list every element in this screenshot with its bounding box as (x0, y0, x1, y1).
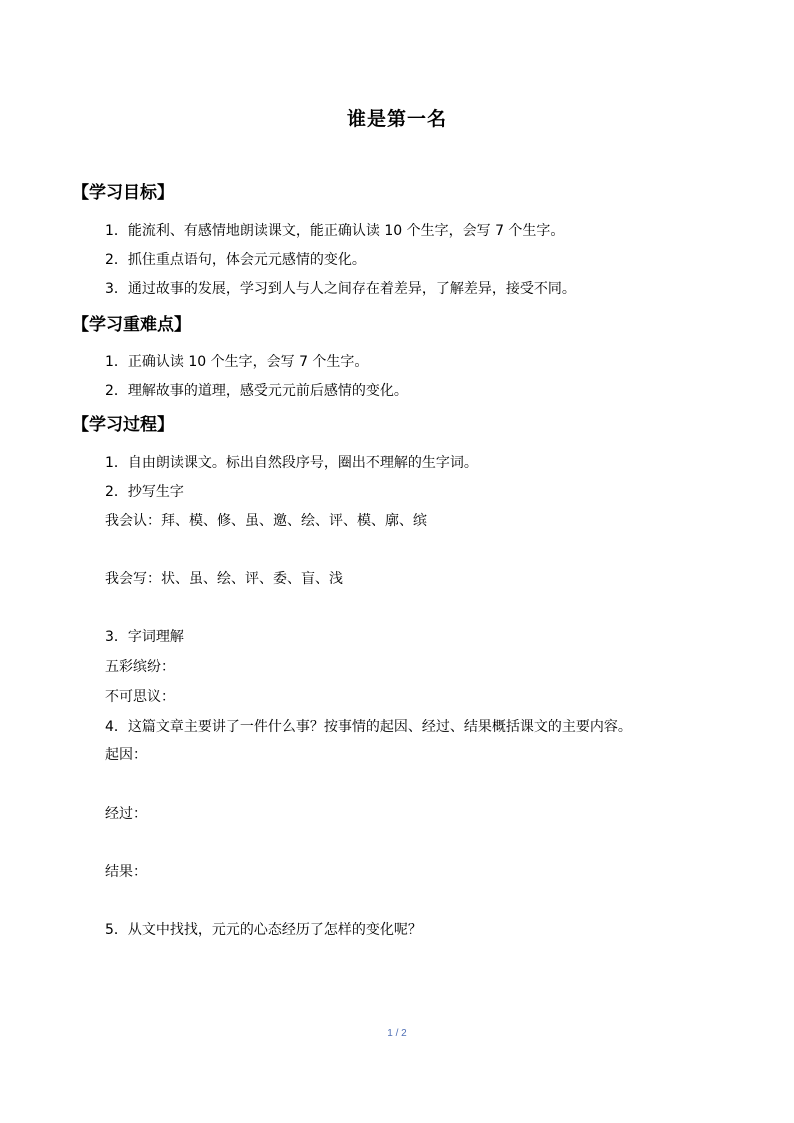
process-line: 我会认：拜、模、修、虽、邀、绘、评、模、廓、缤 (105, 513, 427, 529)
key-point-item: 2．理解故事的道理，感受元元前后感情的变化。 (105, 383, 408, 399)
objective-item: 2．抓住重点语句，体会元元感情的变化。 (105, 252, 366, 268)
process-line: 2．抄写生字 (105, 484, 184, 500)
objective-item: 3．通过故事的发展，学习到人与人之间存在着差异，了解差异，接受不同。 (105, 281, 576, 297)
process-line: 3．字词理解 (105, 629, 184, 645)
section-heading-key-points: 【学习重难点】 (72, 315, 191, 335)
section-heading-process: 【学习过程】 (72, 415, 174, 435)
page-title: 谁是第一名 (346, 108, 447, 130)
page-number: 1 / 2 (387, 1028, 407, 1039)
process-line: 经过： (105, 806, 147, 822)
process-line: 不可思议： (105, 689, 175, 705)
process-line: 五彩缤纷： (105, 659, 175, 675)
process-line: 1．自由朗读课文。标出自然段序号，圈出不理解的生字词。 (105, 455, 478, 471)
key-point-item: 1．正确认读 10 个生字，会写 7 个生字。 (105, 354, 369, 370)
section-heading-objectives: 【学习目标】 (72, 183, 174, 203)
process-line: 结果： (105, 864, 147, 880)
process-line: 5．从文中找找，元元的心态经历了怎样的变化呢？ (105, 922, 422, 938)
objective-item: 1．能流利、有感情地朗读课文，能正确认读 10 个生字，会写 7 个生字。 (105, 223, 565, 239)
process-line: 我会写：状、虽、绘、评、委、盲、浅 (105, 571, 343, 587)
process-line: 4．这篇文章主要讲了一件什么事？按事情的起因、经过、结果概括课文的主要内容。 (105, 719, 632, 735)
process-line: 起因： (105, 747, 147, 763)
